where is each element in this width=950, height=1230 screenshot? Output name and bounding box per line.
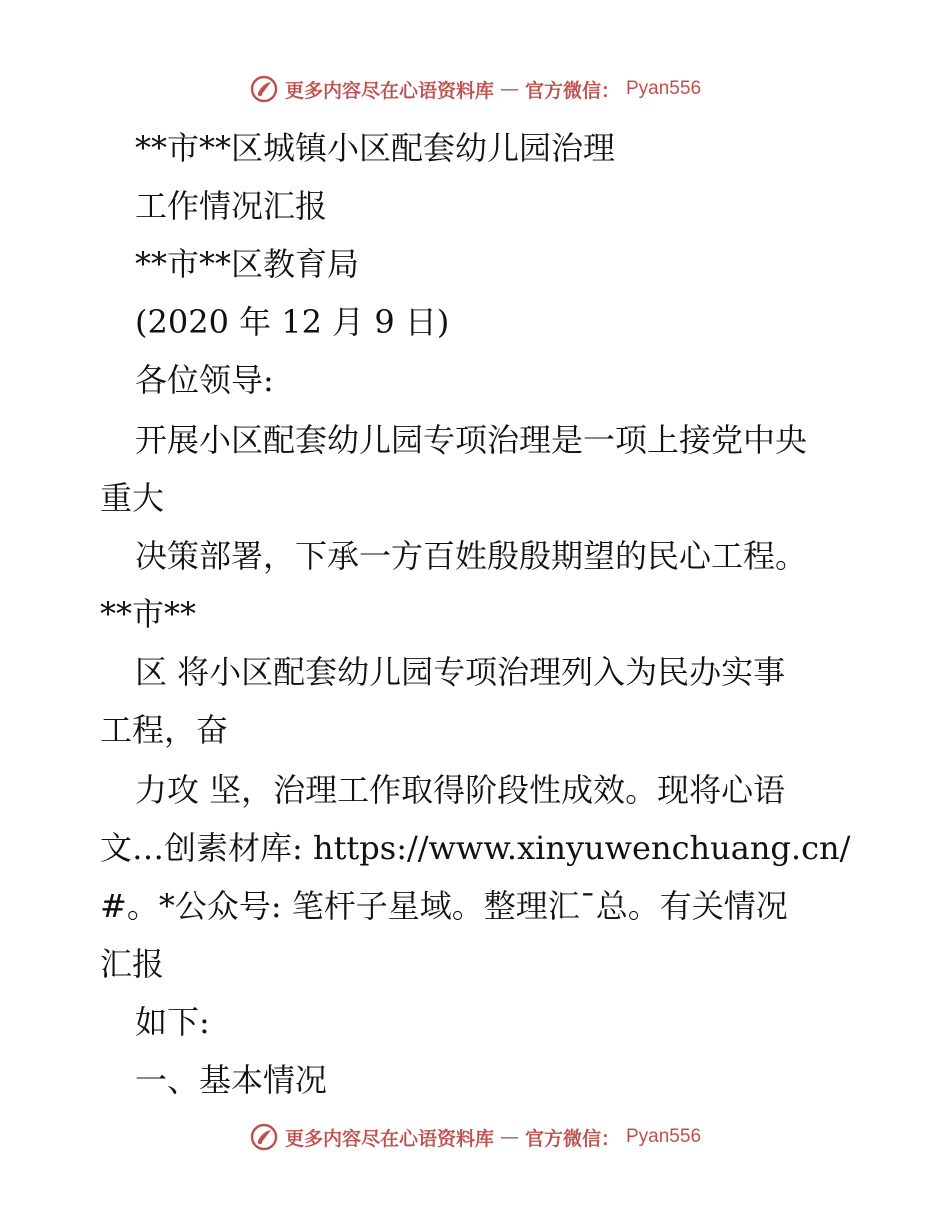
watermark-text: 更多内容尽在心语资料库 <box>284 79 494 102</box>
watermark-contact-id: Pyan556 <box>626 1126 702 1147</box>
doc-salutation: 各位领导: <box>135 361 274 399</box>
watermark-contact-id: Pyan556 <box>626 78 702 99</box>
doc-issuer: **市**区教育局 <box>135 245 360 283</box>
watermark-dash: — <box>499 78 519 100</box>
paragraph-line: 重大 <box>100 479 165 517</box>
doc-date: (2020 年 12 月 9 日) <box>135 303 450 341</box>
doc-title-line-1: **市**区城镇小区配套幼儿园治理 <box>135 129 616 167</box>
watermark-dash: — <box>499 1126 519 1148</box>
paragraph-line: 汇报 <box>100 945 165 983</box>
paragraph-line: 如下: <box>135 1003 210 1041</box>
brush-seal-logo-icon <box>249 1122 279 1152</box>
watermark-contact-label: 官方微信： <box>524 79 620 102</box>
paragraph-line: **市** <box>100 595 197 633</box>
watermark-text: 更多内容尽在心语资料库 <box>284 1127 494 1150</box>
paragraph-line: 文…创素材库: https://www.xinyuwenchuang.cn/ <box>100 829 851 867</box>
paragraph-line: 区 将小区配套幼儿园专项治理列入为民办实事 <box>135 653 786 691</box>
doc-title-line-2: 工作情况汇报 <box>135 187 328 225</box>
paragraph-line: 工程，奋 <box>100 711 229 749</box>
watermark-contact-label: 官方微信： <box>524 1127 620 1150</box>
paragraph-line: 开展小区配套幼儿园专项治理是一项上接党中央 <box>135 421 808 459</box>
paragraph-line: 决策部署，下承一方百姓殷殷期望的民心工程。 <box>135 537 808 575</box>
paragraph-line: #。*公众号: 笔杆子星域。整理汇¯总。有关情况 <box>100 887 788 925</box>
paragraph-line: 力攻 坚，治理工作取得阶段性成效。现将心语 <box>135 771 786 809</box>
section-heading: 一、基本情况 <box>135 1061 328 1099</box>
watermark-footer <box>0 1122 950 1152</box>
